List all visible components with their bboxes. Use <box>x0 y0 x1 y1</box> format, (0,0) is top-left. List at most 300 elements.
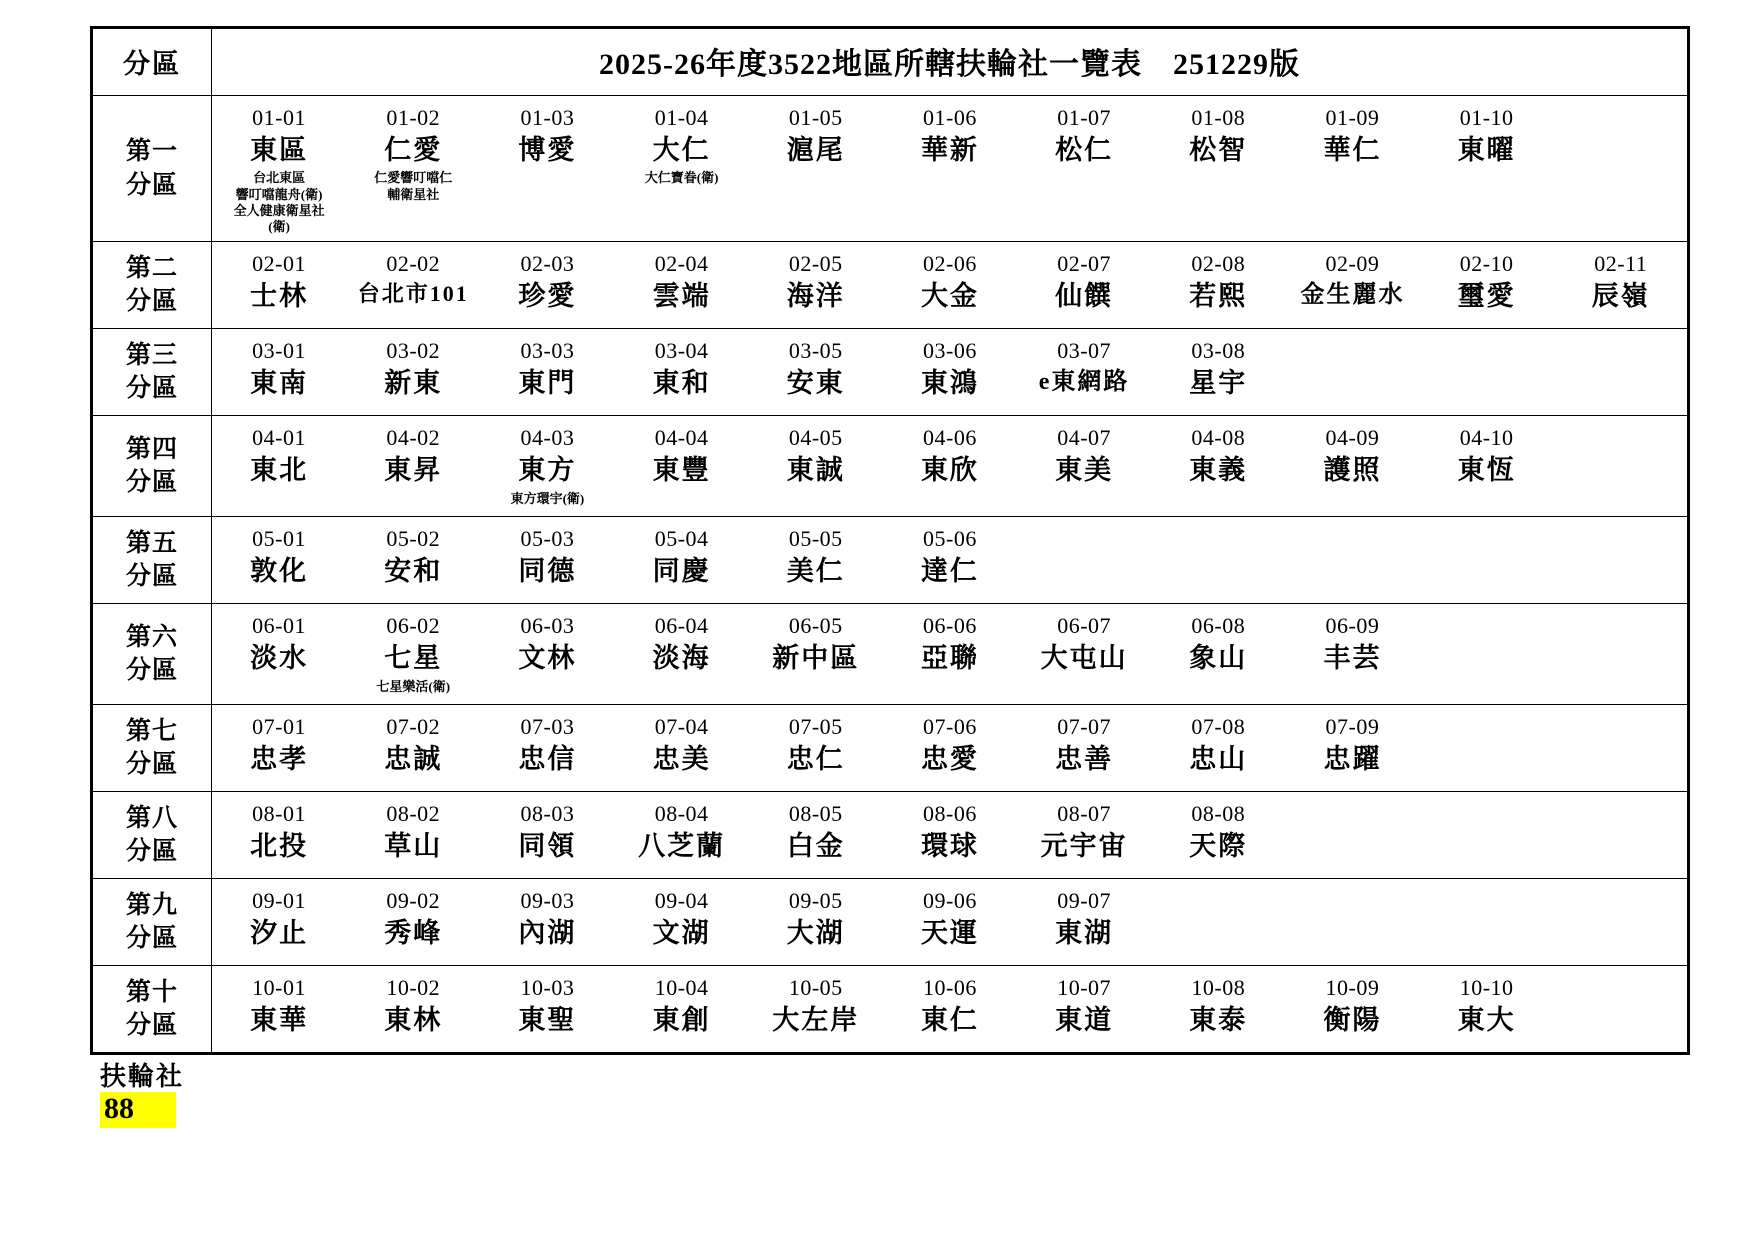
club-name: 丰芸 <box>1323 642 1382 673</box>
club-entry[interactable] <box>346 879 480 956</box>
club-list <box>212 96 1687 241</box>
club-satellite-notes <box>214 170 344 235</box>
club-satellite-line: 輔衛星社 <box>387 186 440 202</box>
club-code: 08-01 <box>252 801 306 827</box>
club-entry[interactable] <box>1151 604 1285 681</box>
club-name: 大湖 <box>786 917 845 948</box>
club-name: e東網路 <box>1038 368 1130 395</box>
club-entry[interactable] <box>883 242 1017 319</box>
zone-label-line1: 第四 <box>125 435 178 463</box>
club-name: 士林 <box>250 280 309 311</box>
club-code: 09-02 <box>386 888 441 914</box>
club-name: 東林 <box>384 1004 443 1035</box>
club-entry[interactable] <box>749 879 883 956</box>
club-entry[interactable] <box>749 96 883 173</box>
club-code: 06-02 <box>386 613 441 639</box>
club-code: 03-07 <box>1057 338 1112 364</box>
club-code: 01-09 <box>1325 105 1380 130</box>
zone-label-line2: 分區 <box>125 657 178 685</box>
zone-clubs-cell <box>212 416 1689 517</box>
club-code: 06-08 <box>1191 613 1246 639</box>
club-entry[interactable] <box>615 517 749 594</box>
club-code: 03-06 <box>923 338 977 364</box>
club-entry[interactable] <box>1017 604 1151 681</box>
club-entry[interactable] <box>1285 966 1419 1043</box>
club-entry[interactable] <box>212 416 346 493</box>
club-code: 01-05 <box>788 105 843 130</box>
club-code: 06-01 <box>252 613 306 639</box>
club-code: 06-07 <box>1057 613 1112 639</box>
club-entry[interactable] <box>346 517 480 594</box>
footer <box>100 1063 1695 1128</box>
club-code: 08-08 <box>1191 801 1246 827</box>
club-entry[interactable] <box>883 96 1017 173</box>
club-code: 05-03 <box>520 526 575 552</box>
zone-row <box>92 96 1689 242</box>
zone-row <box>92 517 1689 604</box>
club-code: 05-01 <box>252 526 306 552</box>
club-code: 10-08 <box>1191 975 1246 1001</box>
club-code: 10-05 <box>788 975 843 1001</box>
club-code: 03-05 <box>788 338 843 364</box>
club-entry[interactable] <box>1420 96 1554 173</box>
club-entry[interactable] <box>615 329 749 406</box>
club-satellite-line: 七星樂活(衛) <box>376 678 451 694</box>
club-code: 10-02 <box>386 975 441 1001</box>
club-entry[interactable] <box>749 242 883 319</box>
club-entry[interactable] <box>883 604 1017 681</box>
club-entry[interactable] <box>212 792 346 869</box>
club-entry[interactable] <box>1420 416 1554 493</box>
club-code: 02-06 <box>923 251 977 277</box>
club-code: 08-07 <box>1057 801 1112 827</box>
club-name: 東仁 <box>920 1004 979 1035</box>
table-header-row <box>92 28 1689 96</box>
club-name: 護照 <box>1323 454 1382 485</box>
club-entry[interactable] <box>1017 879 1151 956</box>
club-code: 04-05 <box>788 425 843 451</box>
club-entry[interactable] <box>1285 416 1419 493</box>
zone-clubs-cell <box>212 792 1689 879</box>
zone-row <box>92 966 1689 1054</box>
club-code: 04-10 <box>1459 425 1514 451</box>
club-entry[interactable] <box>1017 329 1151 403</box>
club-entry[interactable] <box>212 604 346 681</box>
club-name: 東湖 <box>1055 917 1114 948</box>
zone-clubs-cell <box>212 966 1689 1054</box>
zone-clubs-cell <box>212 329 1689 416</box>
club-entry[interactable] <box>480 517 614 594</box>
club-code: 07-03 <box>520 714 575 740</box>
club-entry[interactable] <box>749 966 883 1043</box>
club-entry[interactable] <box>480 242 614 319</box>
club-name: 東和 <box>652 367 711 398</box>
club-name: 大左岸 <box>772 1004 860 1035</box>
club-code: 04-02 <box>386 425 441 451</box>
zone-label-line2: 分區 <box>125 838 178 866</box>
club-name: 文湖 <box>652 917 711 948</box>
club-name: 忠美 <box>652 743 711 774</box>
club-entry[interactable] <box>1151 705 1285 782</box>
zone-row <box>92 604 1689 705</box>
club-code: 03-08 <box>1191 338 1246 364</box>
club-name: 亞聯 <box>920 642 979 673</box>
club-name: 東欣 <box>920 454 979 485</box>
club-entry[interactable] <box>615 966 749 1043</box>
club-code: 10-01 <box>252 975 306 1001</box>
club-code: 04-08 <box>1191 425 1246 451</box>
club-entry[interactable] <box>615 416 749 493</box>
club-name: 草山 <box>384 830 443 861</box>
club-entry[interactable] <box>346 416 480 493</box>
club-entry[interactable] <box>1151 966 1285 1043</box>
club-name: 內湖 <box>518 917 577 948</box>
club-entry[interactable] <box>212 329 346 406</box>
club-entry[interactable] <box>883 879 1017 956</box>
club-entry[interactable] <box>883 416 1017 493</box>
club-name: 安和 <box>384 555 443 586</box>
club-entry[interactable] <box>346 242 480 313</box>
club-code: 09-03 <box>520 888 575 914</box>
zone-clubs-cell <box>212 96 1689 242</box>
club-entry[interactable] <box>883 792 1017 869</box>
club-name: 東曜 <box>1457 134 1516 165</box>
club-entry[interactable] <box>1285 604 1419 681</box>
club-entry[interactable] <box>1420 242 1554 319</box>
club-entry[interactable] <box>480 966 614 1043</box>
zone-label-7 <box>92 705 212 792</box>
club-name: 美仁 <box>786 555 845 586</box>
zone-row <box>92 329 1689 416</box>
club-code: 09-05 <box>788 888 843 914</box>
club-name: 華新 <box>920 134 979 165</box>
club-list <box>212 792 1687 878</box>
club-name: 新東 <box>384 367 443 398</box>
club-code: 02-09 <box>1325 251 1380 277</box>
club-entry[interactable] <box>1285 242 1419 316</box>
club-name: 東昇 <box>384 454 443 485</box>
club-code: 09-01 <box>252 888 306 914</box>
zone-label-line2: 分區 <box>125 171 178 199</box>
club-code: 02-02 <box>386 251 441 277</box>
club-name: 東美 <box>1055 454 1114 485</box>
club-entry[interactable] <box>480 329 614 406</box>
club-name: 達仁 <box>920 555 979 586</box>
club-entry[interactable] <box>1017 705 1151 782</box>
club-entry[interactable] <box>615 792 749 869</box>
header-zone-label: 分區 <box>92 28 212 96</box>
club-count-badge: 88 <box>100 1092 176 1129</box>
club-satellite-line: 全人健康衛星社 <box>233 202 325 218</box>
club-entry[interactable] <box>212 705 346 782</box>
zone-label-line2: 分區 <box>125 1012 178 1040</box>
zone-label-line1: 第八 <box>125 804 178 832</box>
club-code: 10-04 <box>654 975 709 1001</box>
zone-label-line2: 分區 <box>125 925 178 953</box>
club-entry[interactable] <box>346 329 480 406</box>
club-satellite-line: 台北東區 <box>253 170 306 186</box>
zone-label-8 <box>92 792 212 879</box>
club-entry[interactable] <box>749 705 883 782</box>
club-entry[interactable] <box>480 705 614 782</box>
zone-label-6 <box>92 604 212 705</box>
club-name: 新中區 <box>772 642 860 673</box>
club-entry[interactable] <box>883 966 1017 1043</box>
club-name: 環球 <box>920 830 979 861</box>
club-code: 07-05 <box>788 714 843 740</box>
club-list <box>212 242 1687 328</box>
club-code: 03-01 <box>252 338 306 364</box>
table-body <box>92 28 1689 1054</box>
zone-label-4 <box>92 416 212 517</box>
zone-label-10 <box>92 966 212 1054</box>
zone-row <box>92 242 1689 329</box>
club-entry[interactable] <box>749 604 883 681</box>
club-name: 東義 <box>1189 454 1248 485</box>
club-code: 09-07 <box>1057 888 1112 914</box>
club-name: 忠信 <box>518 743 577 774</box>
club-name: 璽愛 <box>1457 280 1516 311</box>
club-name: 華仁 <box>1323 134 1382 165</box>
club-entry[interactable] <box>615 242 749 319</box>
club-entry[interactable] <box>212 96 346 241</box>
club-name: 金生麗水 <box>1300 281 1405 308</box>
club-code: 07-02 <box>386 714 441 740</box>
club-satellite-notes <box>617 170 747 186</box>
club-code: 06-03 <box>520 613 575 639</box>
club-code: 05-02 <box>386 526 441 552</box>
club-code: 09-06 <box>923 888 977 914</box>
club-name: 元宇宙 <box>1040 830 1128 861</box>
club-code: 01-04 <box>654 105 709 130</box>
club-name: 文林 <box>518 642 577 673</box>
club-entry[interactable] <box>212 879 346 956</box>
zone-label-line1: 第六 <box>125 623 178 651</box>
club-name: 淡水 <box>250 642 309 673</box>
zone-label-line2: 分區 <box>125 469 178 497</box>
club-satellite-line: 仁愛響叮噹仁 <box>374 170 453 186</box>
club-code: 08-06 <box>923 801 977 827</box>
club-code: 10-06 <box>923 975 977 1001</box>
club-name: 東華 <box>250 1004 309 1035</box>
club-name: 東道 <box>1055 1004 1114 1035</box>
zone-label-1 <box>92 96 212 242</box>
club-name: 珍愛 <box>518 280 577 311</box>
club-name: 同領 <box>518 830 577 861</box>
club-entry[interactable] <box>1285 96 1419 173</box>
club-code: 02-04 <box>654 251 709 277</box>
club-code: 03-04 <box>654 338 709 364</box>
club-name: 忠孝 <box>250 743 309 774</box>
club-entry[interactable] <box>1420 966 1554 1043</box>
club-name: 象山 <box>1189 642 1248 673</box>
club-entry[interactable] <box>615 705 749 782</box>
club-entry[interactable] <box>212 517 346 594</box>
club-name: 忠誠 <box>384 743 443 774</box>
club-entry[interactable] <box>1151 792 1285 869</box>
zone-label-line2: 分區 <box>125 751 178 779</box>
club-code: 02-01 <box>252 251 306 277</box>
club-code: 04-09 <box>1325 425 1380 451</box>
club-entry[interactable] <box>480 879 614 956</box>
club-entry[interactable] <box>1151 96 1285 173</box>
club-entry[interactable] <box>1017 242 1151 319</box>
zone-row <box>92 416 1689 517</box>
club-entry[interactable] <box>1151 242 1285 319</box>
club-name: 大屯山 <box>1040 642 1128 673</box>
club-name: 東豐 <box>652 454 711 485</box>
club-entry[interactable] <box>1554 242 1688 319</box>
club-entry[interactable] <box>480 792 614 869</box>
club-code: 04-01 <box>252 425 306 451</box>
club-list <box>212 966 1687 1052</box>
club-code: 07-01 <box>252 714 306 740</box>
zone-label-line1: 第七 <box>125 717 178 745</box>
club-code: 06-06 <box>923 613 977 639</box>
club-name: 天運 <box>920 917 979 948</box>
club-entry[interactable] <box>1151 329 1285 406</box>
club-entry[interactable] <box>346 96 480 209</box>
club-code: 04-07 <box>1057 425 1112 451</box>
club-entry[interactable] <box>883 517 1017 594</box>
zone-clubs-cell <box>212 604 1689 705</box>
club-entry[interactable] <box>749 792 883 869</box>
club-name: 東鴻 <box>920 367 979 398</box>
club-code: 02-08 <box>1191 251 1246 277</box>
club-name: 大仁 <box>652 134 711 165</box>
zone-label-line2: 分區 <box>125 375 178 403</box>
club-name: 仙饌 <box>1055 280 1114 311</box>
club-satellite-line: 大仁寶眷(衛) <box>644 170 719 186</box>
club-name: 忠躍 <box>1323 743 1382 774</box>
club-entry[interactable] <box>1017 416 1151 493</box>
zone-label-2 <box>92 242 212 329</box>
club-list <box>212 517 1687 603</box>
club-list <box>212 604 1687 704</box>
zone-label-line1: 第九 <box>125 891 178 919</box>
club-name: 若熙 <box>1189 280 1248 311</box>
club-satellite-line: 東方環宇(衛) <box>510 490 585 506</box>
club-entry[interactable] <box>615 879 749 956</box>
club-name: 東聖 <box>518 1004 577 1035</box>
club-entry[interactable] <box>883 705 1017 782</box>
club-entry[interactable] <box>480 604 614 681</box>
zone-label-9 <box>92 879 212 966</box>
club-name: 東南 <box>250 367 309 398</box>
club-code: 04-06 <box>923 425 977 451</box>
club-satellite-notes <box>482 491 612 507</box>
club-satellite-line: (衛) <box>268 219 290 234</box>
club-name: 松智 <box>1189 134 1248 165</box>
club-entry[interactable] <box>1151 416 1285 493</box>
club-name: 忠善 <box>1055 743 1114 774</box>
club-entry[interactable] <box>749 416 883 493</box>
club-code: 01-06 <box>923 105 977 130</box>
club-code: 10-03 <box>520 975 575 1001</box>
club-name: 淡海 <box>652 642 711 673</box>
club-name: 同慶 <box>652 555 711 586</box>
club-name: 安東 <box>786 367 845 398</box>
club-code: 08-03 <box>520 801 575 827</box>
club-name: 衡陽 <box>1323 1004 1382 1035</box>
zone-label-line2: 分區 <box>125 563 178 591</box>
club-entry[interactable] <box>883 329 1017 406</box>
zone-clubs-cell <box>212 517 1689 604</box>
club-code: 08-05 <box>788 801 843 827</box>
club-code: 02-11 <box>1594 251 1648 277</box>
club-code: 06-04 <box>654 613 709 639</box>
footer-label: 扶輪社 <box>100 1062 185 1092</box>
club-entry[interactable] <box>212 242 346 319</box>
club-entry[interactable] <box>749 517 883 594</box>
club-code: 10-10 <box>1459 975 1514 1001</box>
club-name: 同德 <box>518 555 577 586</box>
club-code: 02-03 <box>520 251 575 277</box>
club-list <box>212 705 1687 791</box>
club-code: 02-05 <box>788 251 843 277</box>
club-entry[interactable] <box>1017 96 1151 173</box>
club-satellite-notes <box>348 170 478 203</box>
club-code: 07-06 <box>923 714 977 740</box>
club-code: 04-04 <box>654 425 709 451</box>
club-name: 東區 <box>250 134 309 165</box>
club-entry[interactable] <box>346 604 480 701</box>
club-entry[interactable] <box>1017 966 1151 1043</box>
club-entry[interactable] <box>346 792 480 869</box>
club-code: 10-09 <box>1325 975 1380 1001</box>
club-name: 北投 <box>250 830 309 861</box>
zone-row <box>92 792 1689 879</box>
club-code: 07-04 <box>654 714 709 740</box>
club-satellite-notes <box>348 679 478 695</box>
club-name: 東大 <box>1457 1004 1516 1035</box>
club-code: 01-10 <box>1459 105 1514 130</box>
club-entry[interactable] <box>1017 792 1151 869</box>
zone-clubs-cell <box>212 242 1689 329</box>
zone-label-line1: 第五 <box>125 529 178 557</box>
club-entry[interactable] <box>346 966 480 1043</box>
club-code: 07-08 <box>1191 714 1246 740</box>
club-entry[interactable] <box>1285 705 1419 782</box>
club-entry[interactable] <box>615 96 749 193</box>
club-code: 09-04 <box>654 888 709 914</box>
club-name: 天際 <box>1189 830 1248 861</box>
club-code: 07-09 <box>1325 714 1380 740</box>
zone-label-line1: 第十 <box>125 978 178 1006</box>
club-name: 東泰 <box>1189 1004 1248 1035</box>
club-entry[interactable] <box>480 416 614 513</box>
page-title: 2025-26年度3522地區所轄扶輪社一覽表 251229版 <box>212 28 1689 96</box>
club-entry[interactable] <box>212 966 346 1043</box>
club-entry[interactable] <box>346 705 480 782</box>
club-entry[interactable] <box>615 604 749 681</box>
club-name: 松仁 <box>1055 134 1114 165</box>
rotary-clubs-table <box>90 26 1690 1055</box>
club-code: 01-02 <box>386 105 441 130</box>
club-list <box>212 329 1687 415</box>
club-name: 忠山 <box>1189 743 1248 774</box>
club-name: 星宇 <box>1189 367 1248 398</box>
club-code: 10-07 <box>1057 975 1112 1001</box>
club-name: 白金 <box>786 830 845 861</box>
club-name: 東創 <box>652 1004 711 1035</box>
club-name: 忠愛 <box>920 743 979 774</box>
club-entry[interactable] <box>749 329 883 406</box>
club-name: 七星 <box>384 642 443 673</box>
club-entry[interactable] <box>480 96 614 173</box>
zone-label-line1: 第一 <box>125 137 178 165</box>
club-name: 台北市101 <box>357 280 469 306</box>
